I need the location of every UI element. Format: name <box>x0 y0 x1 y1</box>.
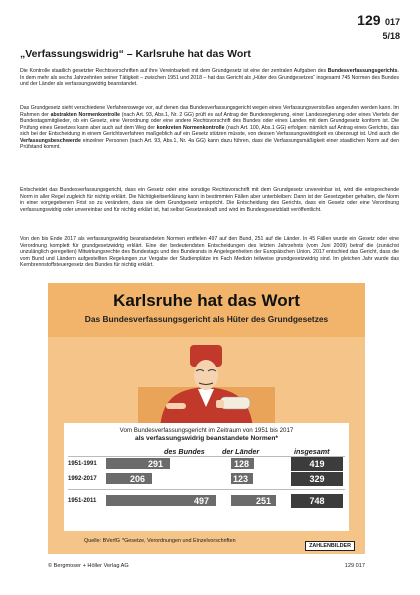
value-laender-1: 123 <box>233 474 249 484</box>
paragraph-4: Von den bis Ende 2017 als verfassungswidrig beanstandeten Normen entfielen 497 auf den Bund, 251 auf die Länder. In 45 Fällen wurde ein Gesetz oder eine Verordnung komplett für grundgesetzwidrig erklärt. Eine der bedeutendsten Entscheidungen des letzten Jahrzehnts (vom Juni 2009) betraf die (zunächst unzulänglich geregelten) Mitwirkungsrechte des Bundestags und des Bundesrats in Angelegenheiten der Europäischen Union. 2017 entschied das Gericht, dass die vom Bund und Ländern aufgestellten Regelungen zur Vergabe der Studienplätze im Fach Medizin teilweise grundgesetzwidrig sind. Im gleichen Jahr wurde das Kernbrennstoffsteuergesetz des Bundes für nichtig erklärt. <box>20 236 399 269</box>
paragraph-1: Die Kontrolle staatlich gesetzter Rechtsvorschriften auf ihre Vereinbarkeit mit dem Grundgesetz ist eine der zentralen Aufgaben des Bundesverfassungsgerichts. In dem mehr als sechs Jahrzehnten seiner Tätigkeit – zwischen 1951 und 2018 – hat das Gericht als „Hüter des Grundgesetzes“ insgesamt 745 Normen des Bundes und der Länder als verfassungswidrig beanstandet. <box>20 68 399 88</box>
separator-line <box>68 489 345 490</box>
value-laender-2: 251 <box>256 496 272 506</box>
footer-code: 129 017 <box>344 563 365 569</box>
row-label: 1992-2017 <box>68 476 97 482</box>
column-header-laender: der Länder <box>222 447 260 456</box>
paragraph-2: Das Grundgesetz sieht verschiedene Verfahrenswege vor, auf denen das Bundesverfassungsgericht wegen eines Verfassungsverstoßes angerufen werden kann. Im Rahmen der abstrakten Normenkontrolle (nach Art. 93, Abs.1, Nr. 2 GG) prüft es auf Antrag der Bundesregierung, einer Landesregierung oder eines Viertels der Bundestagsmitglieder, ob ein Gesetz, eine Verordnung oder eine andere Rechtsvorschrift des Bundes oder eines Landes mit dem Grundgesetz konform ist. Die Prüfung eines Gesetzes kann aber auch auf dem Weg der konkreten Normenkontrolle (nach Art. 100, Abs.1 GG) erfolgen: nämlich auf Antrag eines Gerichts, das sich bei der Entscheidung in einem Gerichtsverfahren maßgeblich auf ein Gesetz stützen müsste, von dessen Verfassungswidrigkeit es überzeugt ist. Und auch die Verfassungsbeschwerde einzelner Personen (nach Art. 93, Abs.1, Nr. 4a GG) kann dazu führen, dass die Verfassungsmäßigkeit einer staatlichen Norm auf den Prüfstand kommt. <box>20 105 399 151</box>
chart-caption-bold: als verfassungswidrig beanstandete Normen* <box>135 435 278 442</box>
row-label: 1951-1991 <box>68 461 97 467</box>
chart-caption: Vom Bundesverfassungsgericht im Zeitraum von 1951 bis 2017 <box>119 427 294 434</box>
footer-publisher: © Bergmoser + Höller Verlag AG <box>48 563 129 569</box>
value-bund-1: 206 <box>130 474 146 484</box>
bar-bund-1 <box>106 473 152 484</box>
infographic-subtitle: Das Bundesverfassungsgericht als Hüter des Grundgesetzes <box>84 314 329 324</box>
total-0: 419 <box>291 457 343 471</box>
infographic <box>48 283 365 554</box>
infographic-title: Karlsruhe hat das Wort <box>113 291 300 310</box>
total-2: 748 <box>291 494 343 508</box>
sheet-number: 129 <box>357 12 381 28</box>
column-header-bund: des Bundes <box>164 447 205 456</box>
brand-label: ZAHLENBILDER <box>305 541 355 551</box>
paragraph-3: Entscheidet das Bundesverfassungsgericht, dass ein Gesetz oder eine sonstige Rechtsvorschrift mit dem Grundgesetz unvereinbar ist, wird die entsprechende Norm in aller Regel zugleich für nichtig erklärt. Die Nichtigkeitserklärung kann in bestimmten Fällen aber unterbleiben: Dann ist der Gesetzgeber gehalten, die Norm in einer vorgegebenen Frist so zu verändern, dass sie dem Grundgesetz entspricht. Die Entscheidung des Gerichts, dass ein Gesetz oder eine Verordnung verfassungswidrig oder unvereinbar und für nichtig erklärt ist, hat selbst Gesetzeskraft und wird im Bundesgesetzblatt veröffentlicht. <box>20 187 399 213</box>
value-bund-2: 497 <box>194 496 210 506</box>
sheet-number-suffix: 017 <box>384 17 400 27</box>
value-laender-0: 128 <box>234 459 250 469</box>
chart-panel <box>64 423 349 531</box>
row-label: 1951-2011 <box>68 498 97 504</box>
value-bund-0: 291 <box>148 459 164 469</box>
source-note: Quelle: BVerfG <box>84 538 120 544</box>
infographic-header <box>48 283 365 337</box>
judge-illustration <box>48 337 365 427</box>
number-block <box>357 12 400 41</box>
page-title: „Verfassungswidrig“ – Karlsruhe hat das Wort <box>20 48 251 60</box>
total-1: 329 <box>291 472 343 486</box>
sheet-page: 5/18 <box>382 31 400 41</box>
column-header-insgesamt: insgesamt <box>294 447 330 456</box>
footnote: *Gesetze, Verordnungen und Einzelvorschriften <box>122 538 236 544</box>
